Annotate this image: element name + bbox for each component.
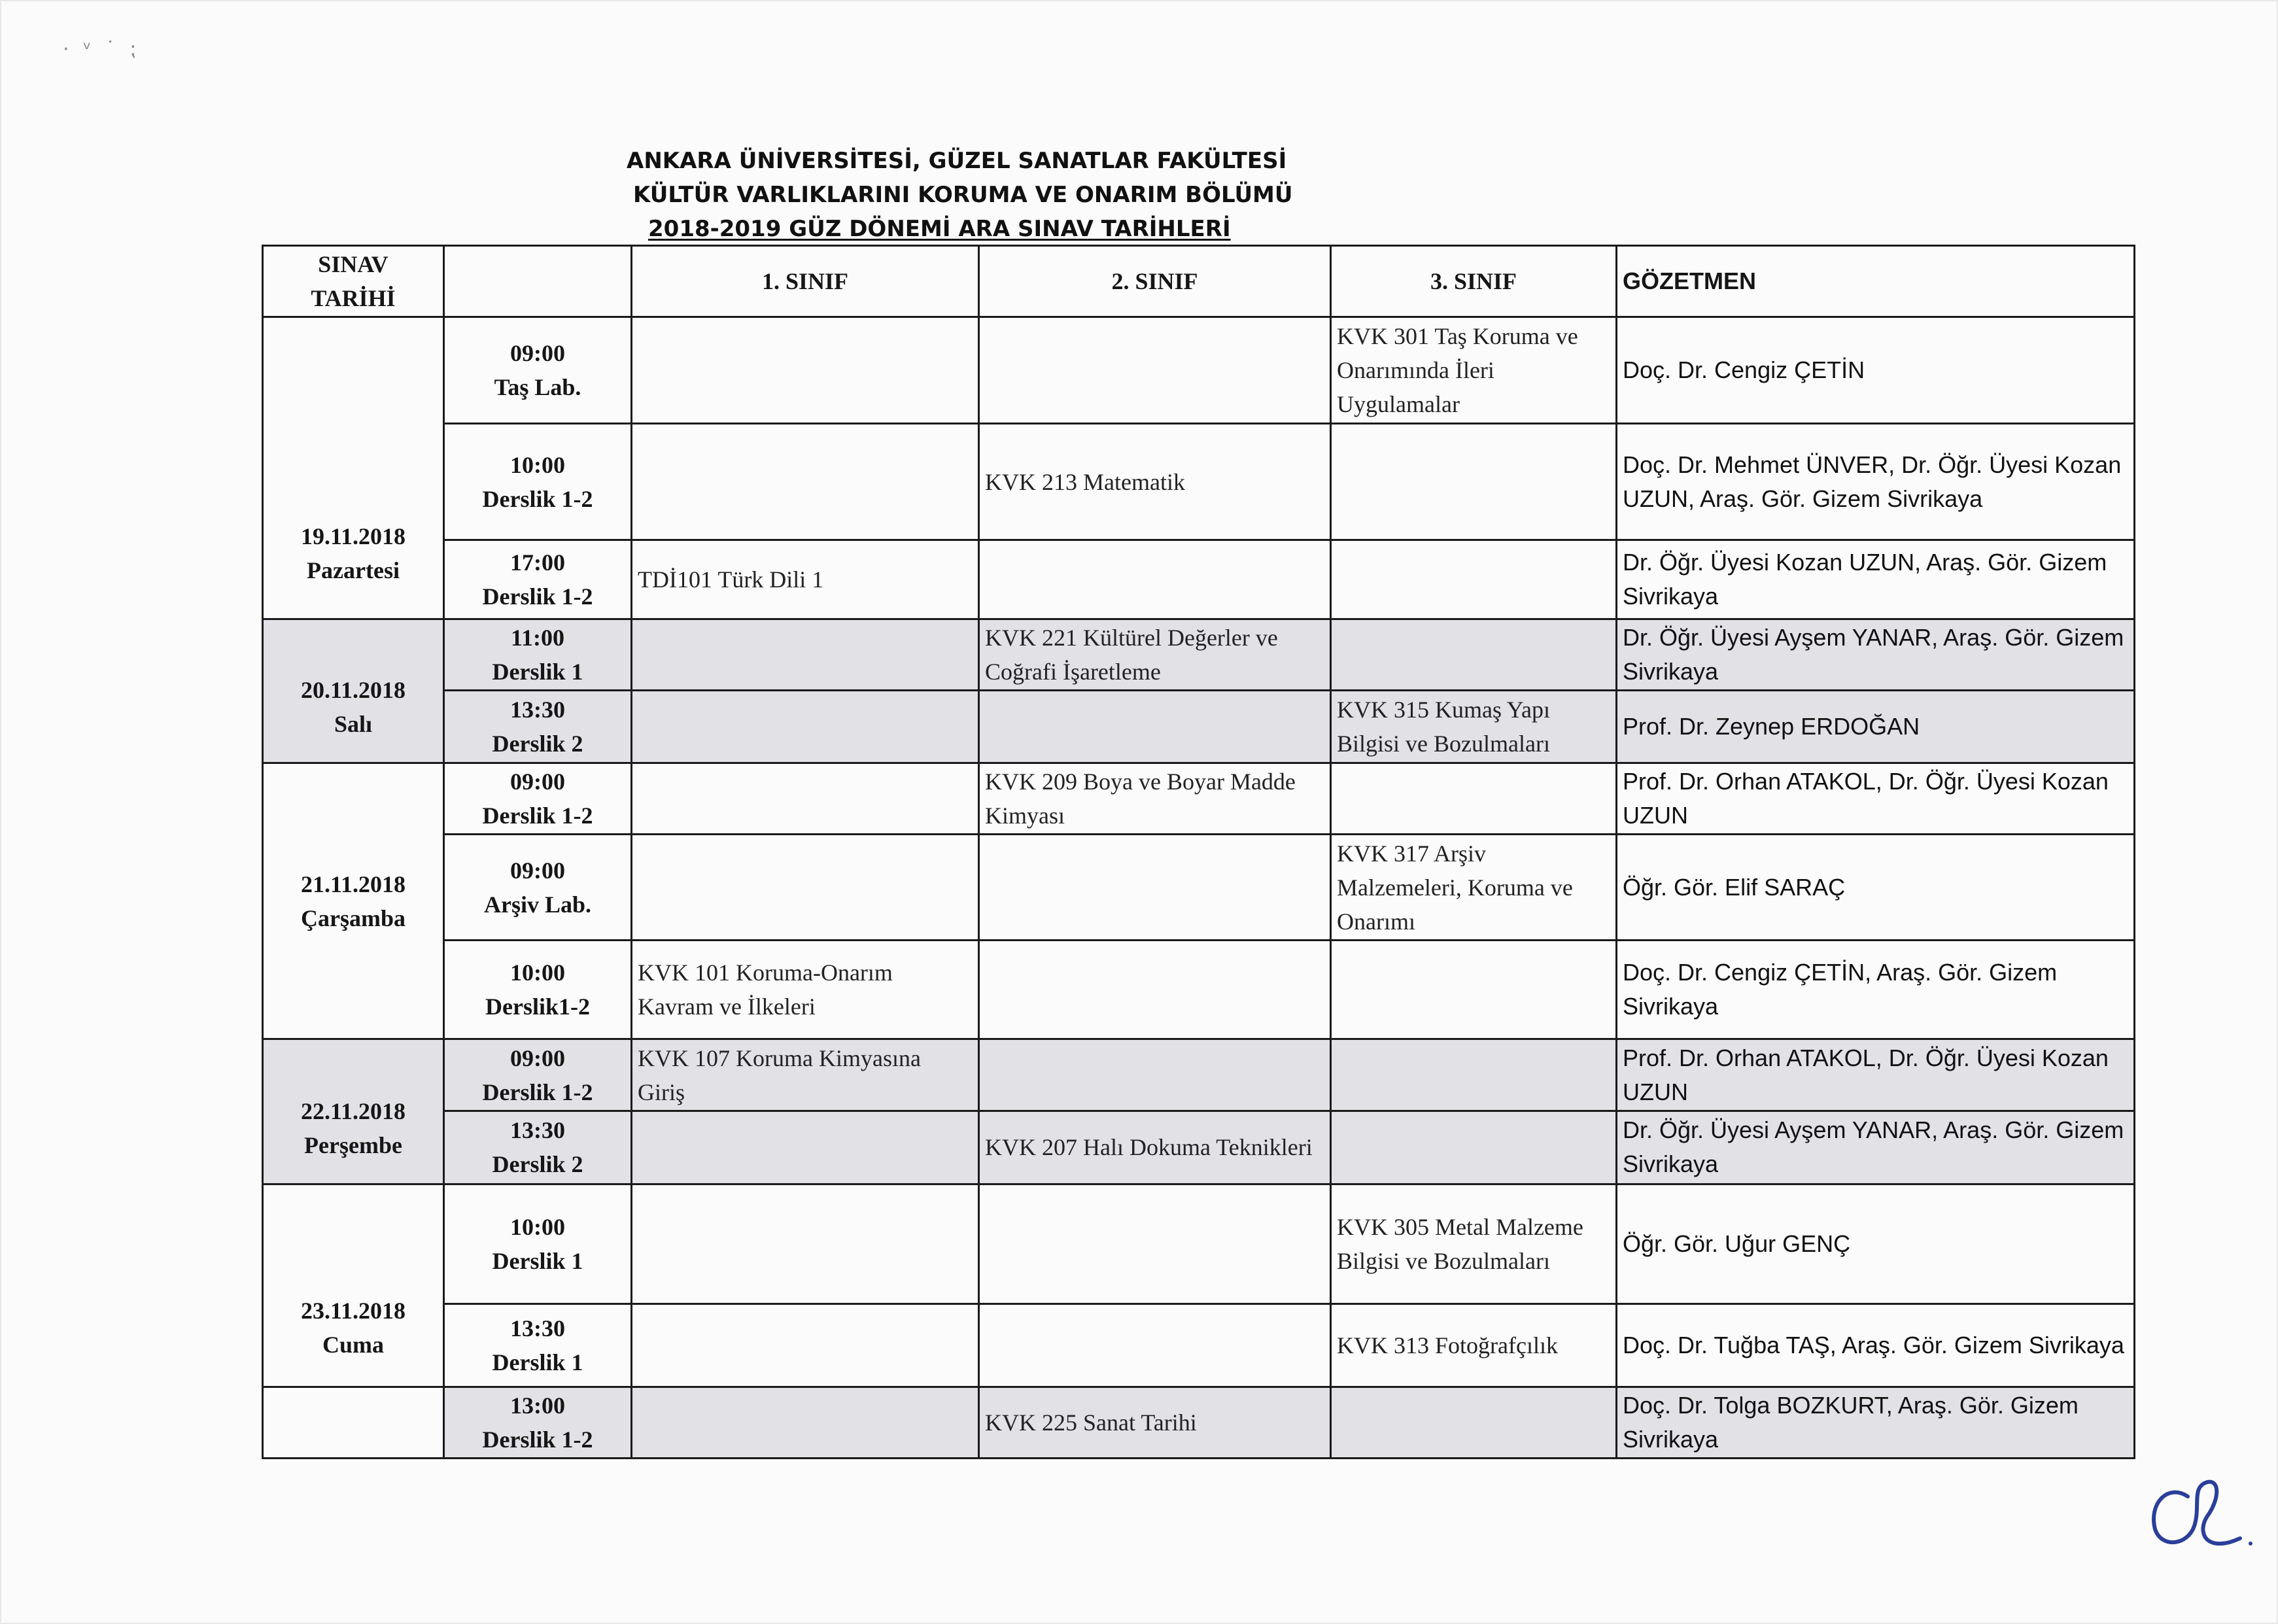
table-row (263, 691, 2135, 763)
exam-room: Derslik 1-2 (482, 1079, 593, 1105)
course-class3: KVK 305 Metal Malzeme Bilgisi ve Bozulmaları (1331, 1184, 1617, 1304)
exam-time: 11:00 (510, 625, 564, 651)
exam-room: Derslik 1-2 (482, 1426, 593, 1453)
header-department: KÜLTÜR VARLIKLARINI KORUMA VE ONARIM BÖLÜMÜ (633, 182, 1293, 208)
exam-time: 10:00 (510, 1214, 565, 1241)
exam-weekday: Cuma (322, 1332, 384, 1358)
table-row (263, 941, 2135, 1039)
supervisor-cell: Dr. Öğr. Üyesi Kozan UZUN, Araş. Gör. Gizem Sivrikaya (1617, 540, 2135, 619)
time-room-cell (444, 423, 632, 540)
course-class1: TDİ101 Türk Dili 1 (632, 540, 979, 619)
exam-room: Derslik 1 (492, 1248, 583, 1275)
table-header-row (263, 246, 2135, 317)
time-room-cell (444, 1387, 632, 1458)
course-class3 (1331, 763, 1617, 834)
course-class3 (1331, 1039, 1617, 1111)
course-class1: KVK 107 Koruma Kimyasına Giriş (632, 1039, 979, 1111)
header-date-line2: TARİHİ (311, 285, 396, 312)
course-class2 (979, 1304, 1331, 1387)
supervisor-cell: Dr. Öğr. Üyesi Ayşem YANAR, Araş. Gör. Gizem Sivrikaya (1617, 619, 2135, 690)
exam-date: 23.11.2018 (300, 1298, 406, 1324)
scan-specks: · ᵛ ˙ ⁏ (63, 38, 140, 61)
time-room-cell (444, 763, 632, 834)
table-row (263, 1111, 2135, 1184)
exam-time: 09:00 (510, 1045, 565, 1071)
course-class3: KVK 315 Kumaş Yapı Bilgisi ve Bozulmaları (1331, 691, 1617, 763)
exam-time: 09:00 (510, 768, 565, 795)
course-class3: KVK 301 Taş Koruma ve Onarımında İleri Uygulamalar (1331, 317, 1617, 423)
exam-date: 21.11.2018 (300, 871, 406, 897)
exam-room: Derslik 2 (492, 730, 583, 757)
course-class1 (632, 1111, 979, 1184)
time-room-cell (444, 1111, 632, 1184)
signature-mark (2129, 1470, 2260, 1568)
supervisor-cell: Dr. Öğr. Üyesi Ayşem YANAR, Araş. Gör. Gizem Sivrikaya (1617, 1111, 2135, 1184)
exam-room: Derslik 2 (492, 1151, 583, 1178)
course-class2 (979, 941, 1331, 1039)
time-room-cell (444, 317, 632, 423)
course-class1 (632, 317, 979, 423)
exam-date-cell (263, 763, 444, 1039)
exam-date-cell (263, 317, 444, 619)
course-class3 (1331, 1111, 1617, 1184)
header-date-line1: SINAV (318, 251, 388, 278)
exam-time: 10:00 (510, 959, 565, 986)
course-class2 (979, 540, 1331, 619)
course-class2 (979, 1184, 1331, 1304)
course-class3 (1331, 619, 1617, 690)
course-class1 (632, 1184, 979, 1304)
supervisor-cell: Prof. Dr. Orhan ATAKOL, Dr. Öğr. Üyesi Kozan UZUN (1617, 1039, 2135, 1111)
table-row (263, 1184, 2135, 1304)
course-class1 (632, 763, 979, 834)
table-row (263, 763, 2135, 834)
course-class1: KVK 101 Koruma-Onarım Kavram ve İlkeleri (632, 941, 979, 1039)
course-class2 (979, 691, 1331, 763)
exam-room: Derslik 1 (492, 1349, 583, 1375)
table-row (263, 1387, 2135, 1458)
exam-date: 22.11.2018 (300, 1097, 406, 1124)
exam-date: 20.11.2018 (300, 677, 406, 704)
course-class1 (632, 423, 979, 540)
exam-room: Taş Lab. (494, 374, 581, 400)
exam-room: Derslik 1-2 (482, 485, 593, 512)
supervisor-cell: Prof. Dr. Zeynep ERDOĞAN (1617, 691, 2135, 763)
exam-schedule-table (262, 245, 2135, 1459)
header-class2: 2. SINIF (979, 246, 1331, 317)
course-class1 (632, 619, 979, 690)
exam-time: 13:30 (510, 1315, 565, 1341)
exam-date-cell (263, 1039, 444, 1184)
time-room-cell (444, 1304, 632, 1387)
time-room-cell (444, 1184, 632, 1304)
supervisor-cell: Prof. Dr. Orhan ATAKOL, Dr. Öğr. Üyesi Kozan UZUN (1617, 763, 2135, 834)
exam-time: 09:00 (510, 857, 565, 884)
exam-date-cell (263, 1387, 444, 1458)
table-row (263, 1039, 2135, 1111)
table-row (263, 834, 2135, 940)
time-room-cell (444, 1039, 632, 1111)
exam-date-cell (263, 619, 444, 763)
course-class1 (632, 834, 979, 940)
course-class3 (1331, 540, 1617, 619)
exam-time: 17:00 (510, 549, 565, 576)
course-class2 (979, 834, 1331, 940)
header-class1: 1. SINIF (632, 246, 979, 317)
course-class1 (632, 691, 979, 763)
table-row (263, 540, 2135, 619)
course-class3: KVK 313 Fotoğrafçılık (1331, 1304, 1617, 1387)
exam-date: 19.11.2018 (300, 523, 406, 549)
exam-room: Arşiv Lab. (483, 891, 592, 918)
exam-time: 13:00 (510, 1392, 565, 1419)
table-row (263, 1304, 2135, 1387)
exam-weekday: Çarşamba (301, 905, 406, 931)
time-room-cell (444, 691, 632, 763)
course-class3: KVK 317 Arşiv Malzemeleri, Koruma ve Onarımı (1331, 834, 1617, 940)
supervisor-cell: Doç. Dr. Tuğba TAŞ, Araş. Gör. Gizem Sivrikaya (1617, 1304, 2135, 1387)
time-room-cell (444, 619, 632, 690)
exam-time: 09:00 (510, 340, 565, 366)
header-supervisor: GÖZETMEN (1617, 246, 2135, 317)
time-room-cell (444, 834, 632, 940)
course-class2 (979, 317, 1331, 423)
course-class2: KVK 221 Kültürel Değerler ve Coğrafi İşaretleme (979, 619, 1331, 690)
exam-room: Derslik1-2 (485, 993, 590, 1020)
header-class3: 3. SINIF (1331, 246, 1617, 317)
course-class1 (632, 1304, 979, 1387)
course-class2: KVK 225 Sanat Tarihi (979, 1387, 1331, 1458)
exam-date-cell (263, 1184, 444, 1387)
course-class2 (979, 1039, 1331, 1111)
course-class3 (1331, 1387, 1617, 1458)
course-class3 (1331, 423, 1617, 540)
table-row (263, 619, 2135, 690)
supervisor-cell: Öğr. Gör. Uğur GENÇ (1617, 1184, 2135, 1304)
exam-room: Derslik 1-2 (482, 583, 593, 610)
supervisor-cell: Doç. Dr. Mehmet ÜNVER, Dr. Öğr. Üyesi Kozan UZUN, Araş. Gör. Gizem Sivrikaya (1617, 423, 2135, 540)
exam-weekday: Salı (334, 711, 373, 738)
supervisor-cell: Öğr. Gör. Elif SARAÇ (1617, 834, 2135, 940)
exam-time: 13:30 (510, 696, 565, 723)
exam-room: Derslik 1 (492, 659, 583, 685)
exam-weekday: Perşembe (304, 1132, 402, 1158)
exam-room: Derslik 1-2 (482, 802, 593, 829)
supervisor-cell: Doç. Dr. Tolga BOZKURT, Araş. Gör. Gizem Sivrikaya (1617, 1387, 2135, 1458)
header-slot-cell (444, 246, 632, 317)
time-room-cell (444, 540, 632, 619)
course-class2: KVK 209 Boya ve Boyar Madde Kimyası (979, 763, 1331, 834)
header-exam-title: 2018-2019 GÜZ DÖNEMİ ARA SINAV TARİHLERİ (648, 216, 1231, 242)
exam-time: 10:00 (510, 451, 565, 478)
time-room-cell (444, 941, 632, 1039)
course-class1 (632, 1387, 979, 1458)
course-class2: KVK 207 Halı Dokuma Teknikleri (979, 1111, 1331, 1184)
table-row (263, 423, 2135, 540)
header-date-cell (263, 246, 444, 317)
exam-weekday: Pazartesi (307, 557, 400, 583)
course-class2: KVK 213 Matematik (979, 423, 1331, 540)
table-row (263, 317, 2135, 423)
header-university: ANKARA ÜNİVERSİTESİ, GÜZEL SANATLAR FAKÜLTESİ (627, 148, 1287, 174)
exam-time: 13:30 (510, 1117, 565, 1144)
course-class3 (1331, 941, 1617, 1039)
supervisor-cell: Doç. Dr. Cengiz ÇETİN (1617, 317, 2135, 423)
supervisor-cell: Doç. Dr. Cengiz ÇETİN, Araş. Gör. Gizem Sivrikaya (1617, 941, 2135, 1039)
